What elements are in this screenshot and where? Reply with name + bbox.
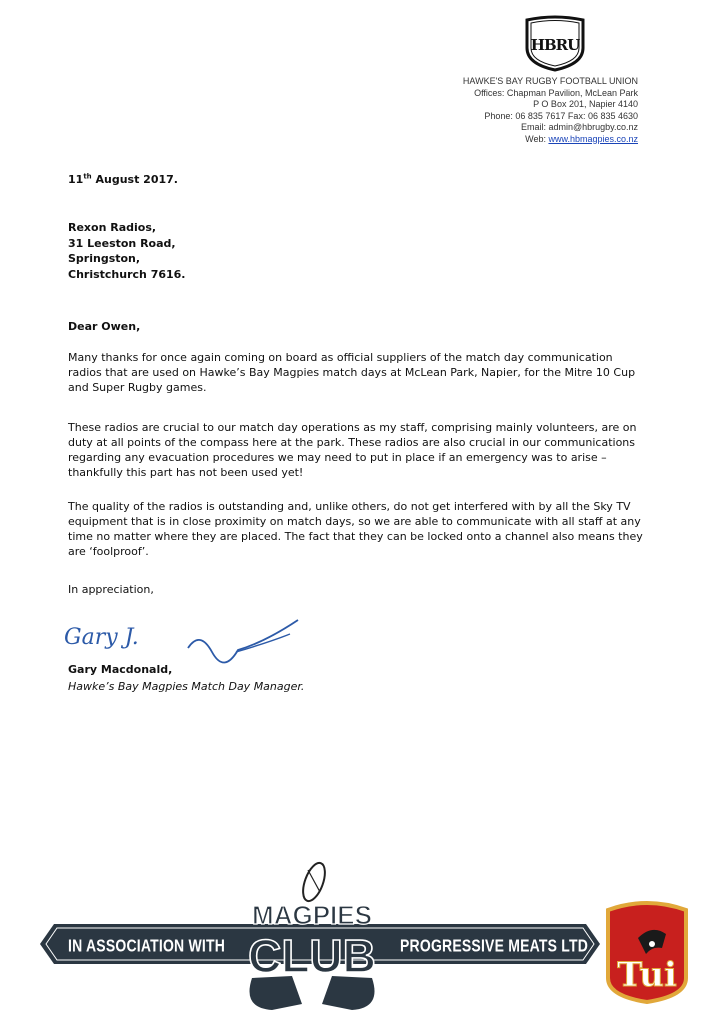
address-line: 31 Leeston Road, xyxy=(68,236,176,250)
salutation: Dear Owen, xyxy=(68,320,141,333)
org-line: P O Box 201, Napier 4140 xyxy=(533,99,638,109)
org-line: Email: admin@hbrugby.co.nz xyxy=(520,122,638,132)
magpies-club-logo xyxy=(232,858,392,1014)
org-line: HAWKE'S BAY RUGBY FOOTBALL UNION xyxy=(462,76,638,86)
tui-text: Tui xyxy=(617,955,677,995)
signer-name: Gary Macdonald, xyxy=(68,663,173,676)
recipient-address xyxy=(68,220,646,282)
org-line: Phone: 06 835 7617 Fax: 06 835 4630 xyxy=(484,110,638,121)
hbru-crest-logo xyxy=(519,14,591,72)
banner-right-text: PROGRESSIVE MEATS LTD xyxy=(400,935,589,955)
paragraph-1: Many thanks for once again coming on board as official suppliers of the match day communication radios that are used on Hawke’s Bay Magpies match days at McLean Park, Napier, for the Mitre 10 Cup and Super Rugby games. xyxy=(68,351,636,394)
address-line: Rexon Radios, xyxy=(68,221,157,234)
date-rest: August 2017. xyxy=(91,173,178,186)
banner-left-text: IN ASSOCIATION WITH xyxy=(68,935,226,955)
date-day: 11 xyxy=(68,173,84,186)
address-line: Springston, xyxy=(68,252,141,265)
tui-logo xyxy=(600,898,694,1004)
paragraph-2: These radios are crucial to our match day operations as my staff, comprising mainly volunteers, are on duty at all points of the compass here at the park. These radios are also crucial in our communications regarding any evacuation procedures we may need to put in place if an emergency was to arise – thankfully this part has not been used yet! xyxy=(68,421,637,479)
magpies-bottom-text: CLUB xyxy=(248,930,376,982)
magpies-top-text: MAGPIES xyxy=(252,900,372,930)
signature-script: Gary J. xyxy=(64,625,139,650)
website-link[interactable]: www.hbmagpies.co.nz xyxy=(548,133,638,144)
closing: In appreciation, xyxy=(68,583,154,596)
letter-date xyxy=(68,172,646,187)
org-web-line xyxy=(378,134,638,146)
signer-title: Hawke’s Bay Magpies Match Day Manager. xyxy=(68,680,305,693)
address-line: Christchurch 7616. xyxy=(68,267,186,281)
web-label: Web: xyxy=(525,133,549,144)
org-details xyxy=(378,76,638,145)
date-suffix: th xyxy=(83,172,92,181)
org-line: Offices: Chapman Pavilion, McLean Park xyxy=(474,87,638,98)
paragraph-3: The quality of the radios is outstanding and, unlike others, do not get interfered with by all the Sky TV equipment that is in close proximity on match days, so we are able to communicate with all staff at any time no matter where they are placed. The fact that they can be locked onto a channel also means they are ‘foolproof’. xyxy=(68,500,643,558)
crest-text: HBRU xyxy=(530,36,580,54)
